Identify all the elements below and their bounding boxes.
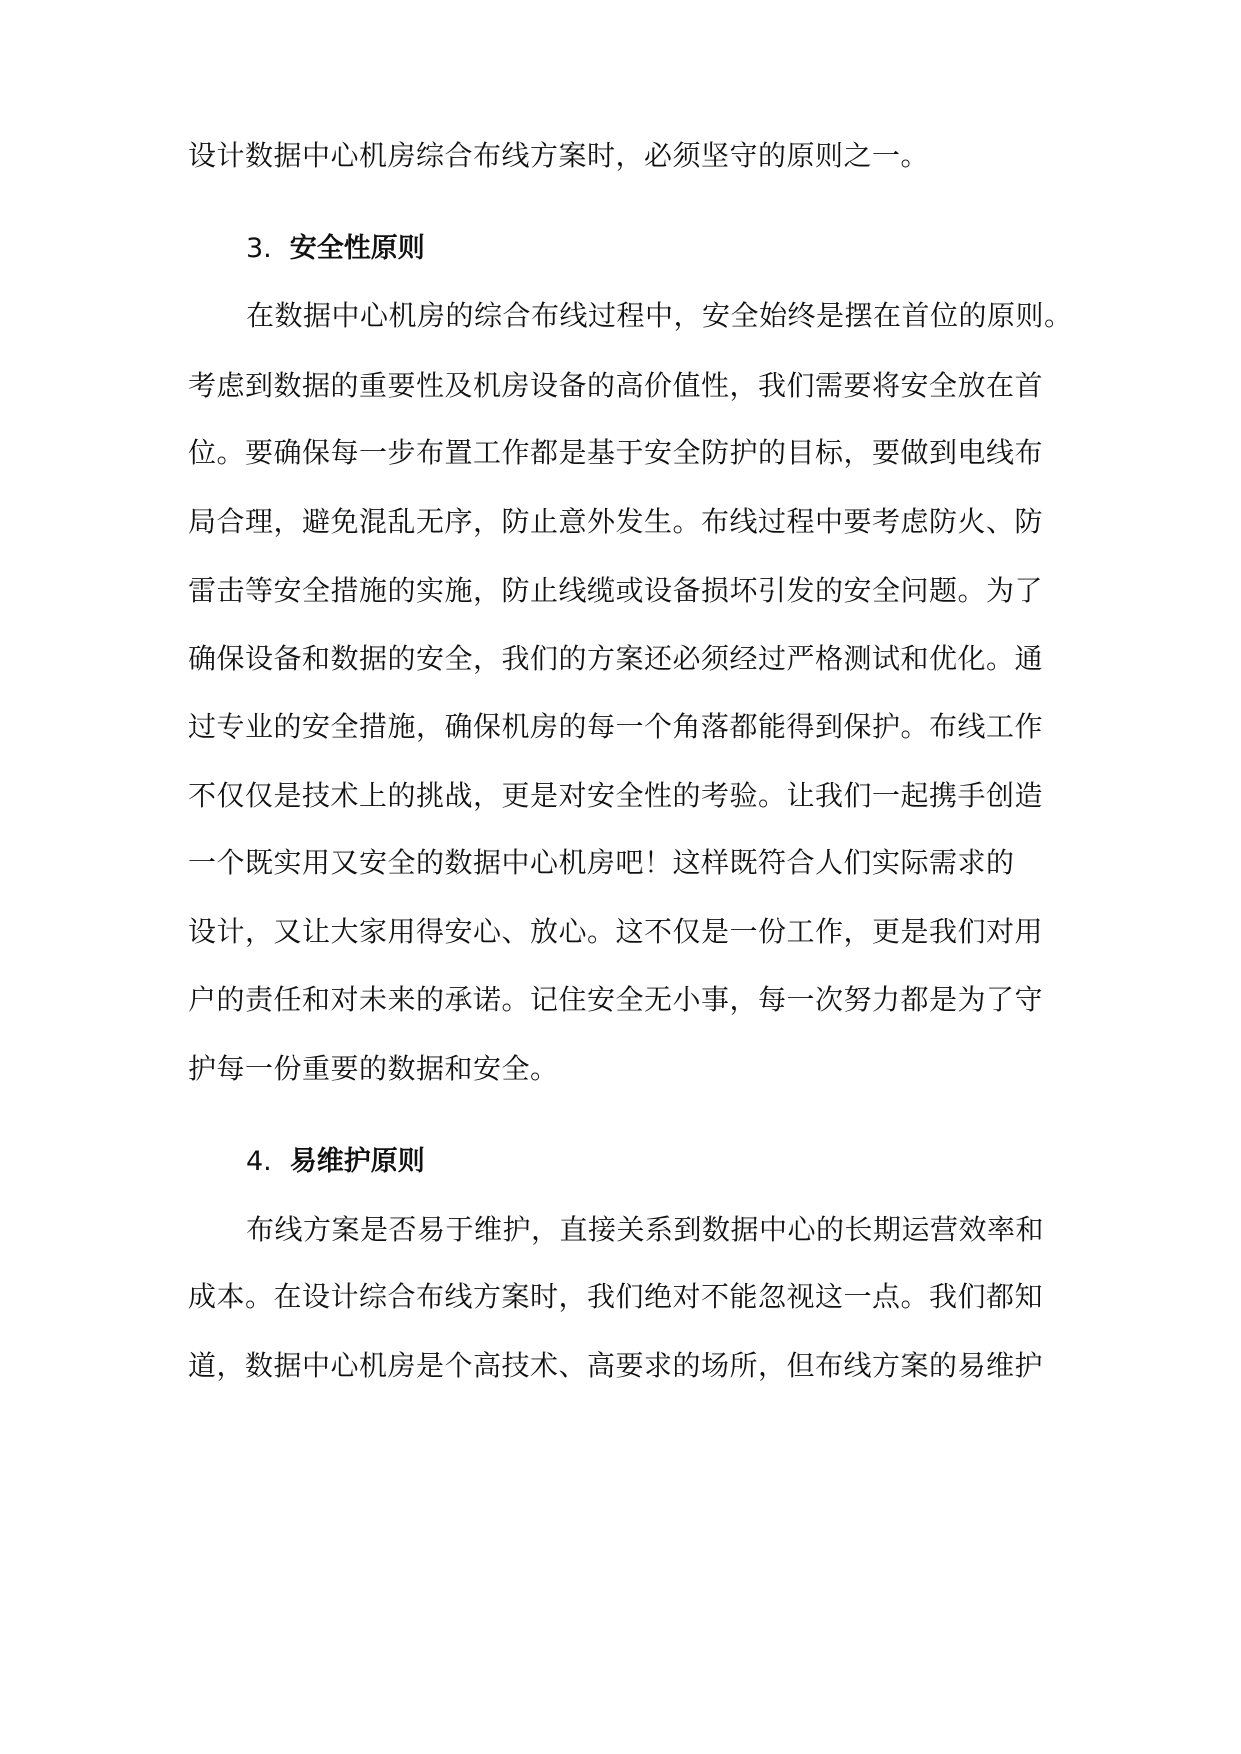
paragraph-line: 护每一份重要的数据和安全。 xyxy=(188,1052,559,1085)
paragraph-line: 道，数据中心机房是个高技术、高要求的场所，但布线方案的易维护 xyxy=(188,1349,1044,1382)
paragraph-line: 位。要确保每一步布置工作都是基于安全防护的目标，要做到电线布 xyxy=(188,436,1044,469)
paragraph-line: 设计，又让大家用得安心、放心。这不仅是一份工作，更是我们对用 xyxy=(188,915,1044,948)
section-number: 3. xyxy=(246,233,272,264)
paragraph-line: 户的责任和对未来的承诺。记住安全无小事，每一次努力都是为了守 xyxy=(188,983,1044,1016)
paragraph-line: 成本。在设计综合布线方案时，我们绝对不能忽视这一点。我们都知 xyxy=(188,1280,1044,1313)
section-heading-3 xyxy=(246,229,425,269)
section-title: 易维护原则 xyxy=(289,1146,425,1177)
paragraph-line: 雷击等安全措施的实施，防止线缆或设备损坏引发的安全问题。为了 xyxy=(188,574,1044,607)
paragraph-line: 确保设备和数据的安全，我们的方案还必须经过严格测试和优化。通 xyxy=(188,642,1044,675)
section-number: 4. xyxy=(246,1146,272,1177)
paragraph-line: 在数据中心机房的综合布线过程中，安全始终是摆在首位的原则。 xyxy=(246,299,1073,332)
paragraph-line: 局合理，避免混乱无序，防止意外发生。布线过程中要考虑防火、防 xyxy=(188,505,1044,538)
paragraph-line: 过专业的安全措施，确保机房的每一个角落都能得到保护。布线工作 xyxy=(188,710,1044,743)
paragraph-line: 考虑到数据的重要性及机房设备的高价值性，我们需要将安全放在首 xyxy=(188,369,1044,402)
paragraph-line: 设计数据中心机房综合布线方案时，必须坚守的原则之一。 xyxy=(188,139,930,172)
paragraph-line: 一个既实用又安全的数据中心机房吧！这样既符合人们实际需求的 xyxy=(188,846,1015,879)
section-title: 安全性原则 xyxy=(289,233,425,264)
paragraph-line: 布线方案是否易于维护，直接关系到数据中心的长期运营效率和 xyxy=(246,1213,1045,1246)
section-heading-4 xyxy=(246,1142,425,1182)
paragraph-line: 不仅仅是技术上的挑战，更是对安全性的考验。让我们一起携手创造 xyxy=(188,779,1044,812)
